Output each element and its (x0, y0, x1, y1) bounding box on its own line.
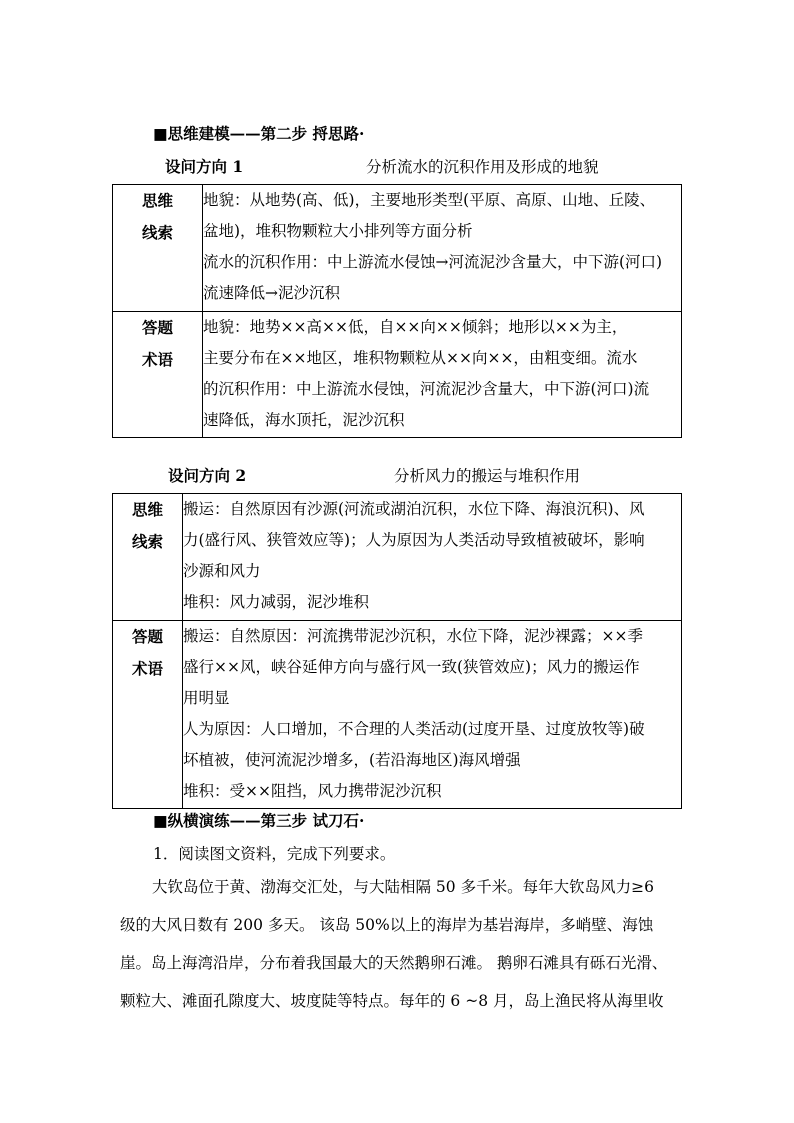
content-line: 堆积：受××阻挡，风力携带泥沙沉积 (183, 782, 442, 800)
question-direction-1: 设问方向 1 (165, 157, 244, 176)
row-label (113, 312, 203, 438)
row-label-line: 思维 (131, 500, 163, 519)
passage-line: 级的大风日数有 200 多天。 该岛 50%以上的海岸为基岩海岸，多峭壁、海蚀 (120, 916, 654, 934)
content-line: 搬运：自然原因：河流携带泥沙沉积，水位下降，泥沙裸露；××季 (183, 627, 643, 645)
row-label-line: 线索 (141, 223, 173, 242)
table-row (113, 494, 682, 621)
passage-line: 大钦岛位于黄、渤海交汇处，与大陆相隔 50 多千米。每年大钦岛风力≥6 (152, 878, 654, 896)
content-line: 速降低，海水顶托，泥沙沉积 (203, 411, 405, 429)
content-line: 搬运：自然原因有沙源(河流或湖泊沉积，水位下降、海浪沉积)、风 (183, 500, 645, 518)
row-label-line: 思维 (141, 191, 173, 210)
content-line: 用明显 (183, 689, 230, 707)
table-row (113, 312, 682, 438)
question-topic-2: 分析风力的搬运与堆积作用 (394, 467, 581, 485)
question-prompt: 1．阅读图文资料，完成下列要求。 (153, 845, 396, 863)
content-line: 的沉积作用：中上游流水侵蚀，河流泥沙含量大，中下游(河口)流 (203, 380, 650, 398)
analysis-table-2 (112, 493, 682, 809)
content-line: 堆积：风力减弱，泥沙堆积 (183, 593, 370, 611)
row-label-line: 术语 (131, 659, 163, 678)
content-line: 盛行××风，峡谷延伸方向与盛行风一致(狭管效应)；风力的搬运作 (183, 658, 640, 676)
row-label (113, 494, 183, 621)
row-label-line: 答题 (141, 318, 173, 337)
row-label-line: 术语 (141, 350, 173, 369)
question-direction-2: 设问方向 2 (168, 466, 247, 485)
row-label (113, 185, 203, 312)
row-content (183, 621, 682, 809)
content-line: 地貌：从地势(高、低)，主要地形类型(平原、高原、山地、丘陵、 (203, 191, 656, 209)
content-line: 力(盛行风、狭管效应等)；人为原因为人类活动导致植被破坏，影响 (183, 531, 645, 549)
content-line: 盆地)，堆积物颗粒大小排列等方面分析 (203, 222, 473, 240)
analysis-table-1 (112, 184, 682, 438)
passage (120, 868, 680, 1020)
content-line: 流水的沉积作用：中上游流水侵蚀→河流泥沙含量大，中下游(河口) (203, 253, 663, 271)
content-line: 沙源和风力 (183, 562, 261, 580)
row-content (203, 312, 682, 438)
content-line: 流速降低→泥沙沉积 (203, 284, 340, 302)
table-row (113, 621, 682, 809)
section-heading-step3: ■纵横演练——第三步 试刀石· (153, 811, 365, 830)
section-heading-step2: ■思维建模——第二步 捋思路· (153, 124, 365, 143)
passage-line: 颗粒大、滩面孔隙度大、坡度陡等特点。每年的 6 ~8 月，岛上渔民将从海里收 (120, 992, 664, 1010)
row-label (113, 621, 183, 809)
row-label-line: 答题 (131, 627, 163, 646)
content-line: 主要分布在××地区，堆积物颗粒从××向××，由粗变细。流水 (203, 349, 638, 367)
passage-line: 崖。岛上海湾沿岸，分布着我国最大的天然鹅卵石滩。 鹅卵石滩具有砾石光滑、 (120, 954, 668, 972)
content-line: 坏植被，使河流泥沙增多，(若沿海地区)海风增强 (183, 751, 521, 769)
content-line: 人为原因：人口增加，不合理的人类活动(过度开垦、过度放牧等)破 (183, 720, 645, 738)
row-content (203, 185, 682, 312)
content-line: 地貌：地势××高××低，自××向××倾斜；地形以××为主， (203, 318, 628, 336)
question-topic-1: 分析流水的沉积作用及形成的地貌 (366, 158, 599, 176)
row-label-line: 线索 (131, 532, 163, 551)
row-content (183, 494, 682, 621)
table-row (113, 185, 682, 312)
